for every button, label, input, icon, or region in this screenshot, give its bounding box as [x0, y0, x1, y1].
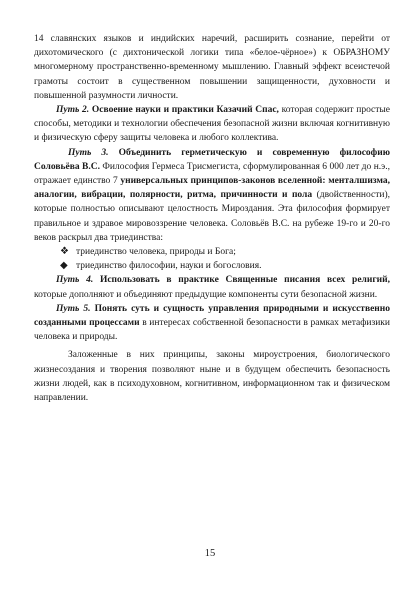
- path-2-paragraph: [34, 103, 390, 146]
- path-3-paragraph: [34, 146, 390, 245]
- path-3-label: Путь 3.: [68, 147, 109, 158]
- path-2-title: Освоение науки и практики Казачий Спас,: [91, 105, 279, 116]
- diamond-bullet-icon: ❖: [60, 246, 69, 258]
- page-number: 15: [204, 548, 216, 559]
- diamond-bullet-icon: ◆: [60, 260, 68, 272]
- path-4-paragraph: [34, 273, 390, 301]
- bullet-item: [60, 259, 390, 273]
- path-5-label: Путь 5.: [56, 303, 91, 314]
- path-5-text: в интересах собственной безопасности в рамках метафизики человека и природы.: [34, 318, 390, 343]
- path-5-paragraph: [34, 302, 390, 345]
- path-3-text-a: Философия Гермеса Трисмегиста, сформулированная 6 000 лет до н.э., отражает единство 7: [34, 161, 390, 187]
- path-3-title: Объединить герметическую и современную философию Соловьёва В.С.: [34, 147, 390, 172]
- paragraph-1: 14 славянских языков и индийских наречий, расширить сознание, перейти от дихотомического (с дихтонической логики типа «белое-чёрное») к ОБРАЗНОМУ многомерному пространственно-временному мышлению. Главный эффект всеистечой грамоты состоит в существенном повышении защищенности, духовности и повышенной разумности личности.: [34, 34, 390, 101]
- path-3-principles: универсальных принципов-законов вселенной: менталшизма, аналогии, вибрации, полярности, ритма, причинности и пола: [34, 176, 391, 201]
- path-4-text: которые дополняют и объединяют предыдущие компоненты сути безопасной жизни.: [34, 289, 378, 300]
- bullet-text: триединство человека, природы и Бога;: [76, 247, 236, 258]
- closing-paragraph: Заложенные в них принципы, законы мироустроения, биологического жизнесоздания и творения позволяют ныне и в будущем обеспечить безопасность жизни людей, как в психодуховном, когнитивном, информационном так и физическом направлении.: [34, 350, 390, 404]
- path-5-title: Понять суть и сущность управления природными и искусственно созданными процессами: [34, 303, 391, 329]
- path-2-text: которая содержит простые способы, методики и технологии обеспечения безопасной жизни включая когнитивную и физическую сферу защиты человека и любого коллектива.: [34, 105, 391, 144]
- path-3-text-b: (двойственности), которые полностью описывают целостность Мироздания. Эта философия формирует правильное и здравое мировоззрение человека. Соловьёв В.С. на рубеже 19-го и 20-го веков раскрыл два триединства:: [34, 190, 390, 243]
- path-4-label: Путь 4.: [56, 275, 94, 286]
- path-2-label: Путь 2.: [56, 105, 90, 116]
- bullet-text: триединство философии, науки и богословия.: [76, 261, 262, 272]
- body-text: [34, 32, 390, 405]
- path-4-title: Использовать в практике Священные писания всех религий,: [99, 275, 390, 286]
- bullet-item: [60, 245, 390, 259]
